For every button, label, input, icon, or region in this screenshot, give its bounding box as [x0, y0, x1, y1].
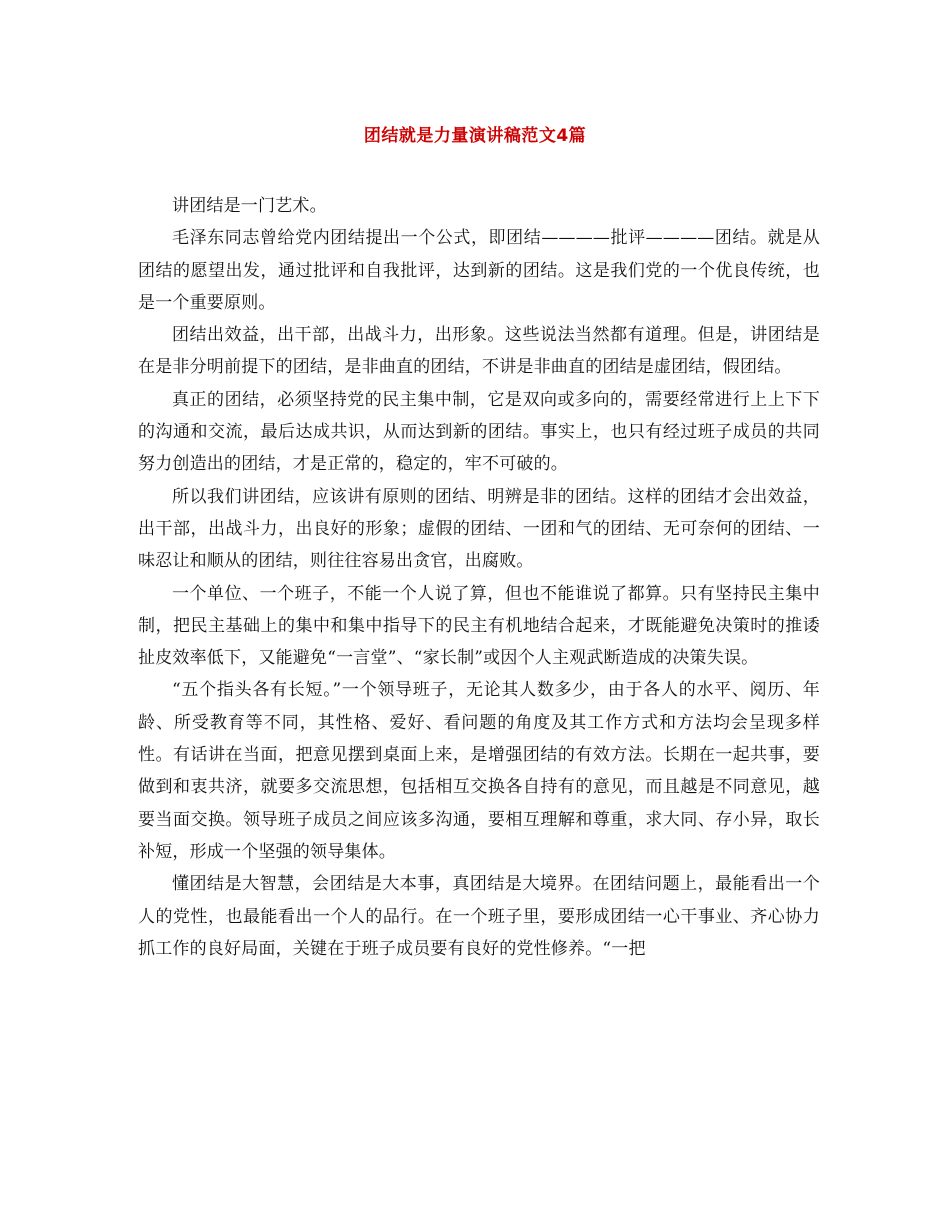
paragraph: “五个指头各有长短。”一个领导班子，无论其人数多少，由于各人的水平、阅历、年龄、所受教育等不同，其性格、爱好、看问题的角度及其工作方式和方法均会呈现多样性。有话讲在当面，把意见摆到桌面上来，是增强团结的有效方法。长期在一起共事，要做到和衷共济，就要多交流思想，包括相互交换各自持有的意见，而且越是不同意见，越要当面交换。领导班子成员之间应该多沟通，要相互理解和尊重，求大同、存小异，取长补短，形成一个坚强的领导集体。 [138, 680, 820, 862]
paragraph: 一个单位、一个班子，不能一个人说了算，但也不能谁说了都算。只有坚持民主集中制，把民主基础上的集中和集中指导下的民主有机地结合起来，才既能避免决策时的推诿扯皮效率低下，又能避免“一言堂”、“家长制”或因个人主观武断造成的决策失误。 [138, 583, 820, 669]
paragraph: 所以我们讲团结，应该讲有原则的团结、明辨是非的团结。这样的团结才会出效益，出干部，出战斗力，出良好的形象；虚假的团结、一团和气的团结、无可奈何的团结、一味忍让和顺从的团结，则往往容易出贪官，出腐败。 [138, 486, 820, 572]
paragraph: 团结出效益，出干部，出战斗力，出形象。这些说法当然都有道理。但是，讲团结是在是非分明前提下的团结，是非曲直的团结，不讲是非曲直的团结是虚团结，假团结。 [138, 325, 820, 378]
document-title: 团结就是力量演讲稿范文4篇 [363, 126, 587, 146]
paragraph: 讲团结是一门艺术。 [172, 196, 327, 216]
paragraph: 真正的团结，必须坚持党的民主集中制，它是双向或多向的，需要经常进行上上下下的沟通和交流，最后达成共识，从而达到新的团结。事实上，也只有经过班子成员的共同努力创造出的团结，才是正常的，稳定的，牢不可破的。 [138, 389, 820, 475]
paragraph: 毛泽东同志曾给党内团结提出一个公式，即团结————批评————团结。就是从团结的愿望出发，通过批评和自我批评，达到新的团结。这是我们党的一个优良传统，也是一个重要原则。 [138, 228, 820, 313]
paragraph: 懂团结是大智慧，会团结是大本事，真团结是大境界。在团结问题上，最能看出一个人的党性，也最能看出一个人的品行。在一个班子里，要形成团结一心干事业、齐心协力抓工作的良好局面，关键在于班子成员要有良好的党性修养。“一把 [138, 874, 820, 959]
document-body [138, 190, 820, 965]
